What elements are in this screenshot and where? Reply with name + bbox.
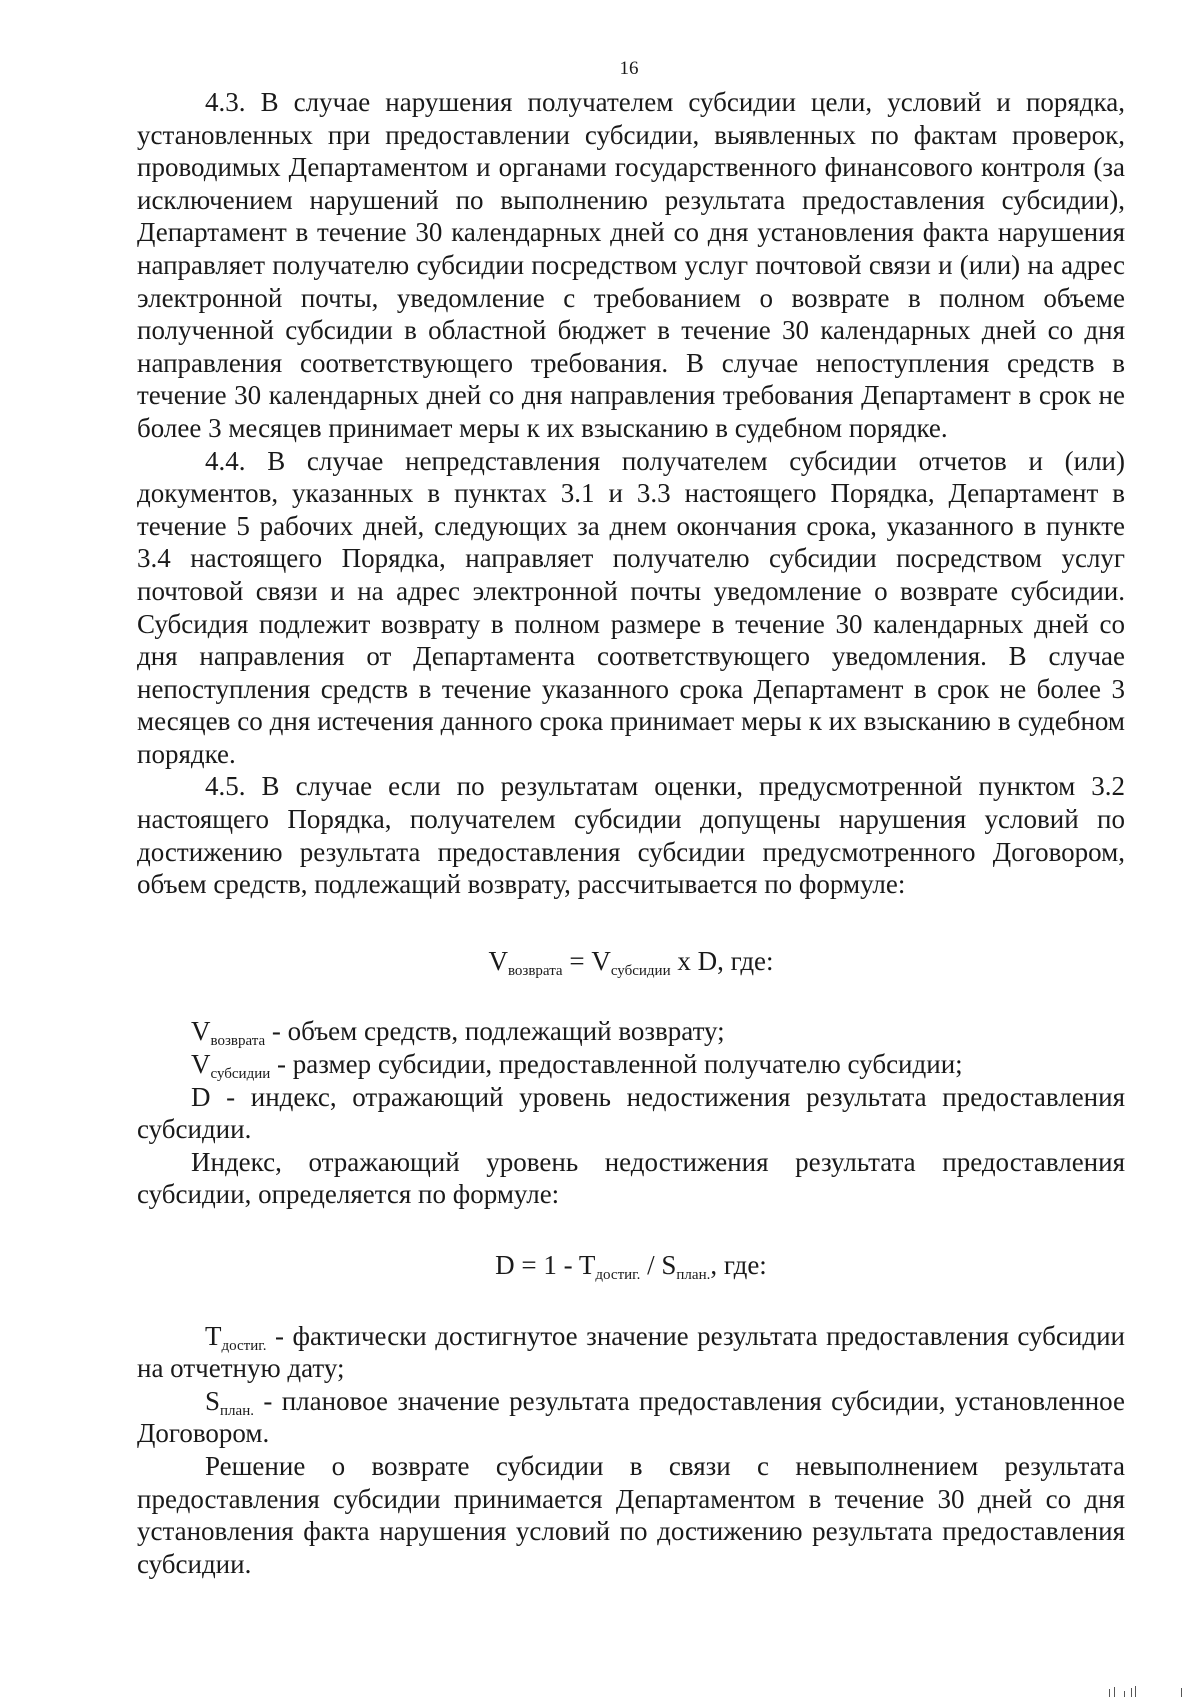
def-t-text: - фактически достигнутое значение результата предоставления субсидии на отчетную дату; — [137, 1320, 1125, 1384]
paragraph-4-3: 4.3. В случае нарушения получателем субсидии цели, условий и порядка, установленных при предоставлении субсидии, выявленных по фактам проверок, проводимых Департаментом и органами государственного финансового контроля (за исключением нарушений по выполнению результата предоставления субсидии), Департамент в течение 30 календарных дней со дня установления факта нарушения направляет получателю субсидии посредством услуг почтовой связи и (или) на адрес электронной почты, уведомление с требованием о возврате в полном объеме полученной субсидии в областной бюджет в течение 30 календарных дней со дня направления соответствующего требования. В случае непоступления средств в течение 30 календарных дней со дня направления требования Департамент в срок не более 3 месяцев принимает меры к их взысканию в судебном порядке. — [137, 87, 1125, 443]
return-formula — [137, 945, 1125, 978]
formula-v-return-sub: возврата — [507, 962, 563, 979]
def-v-letter-2: V — [191, 1049, 211, 1080]
formula-rest: x D, где: — [670, 945, 774, 976]
document-body — [137, 86, 1125, 1580]
definition-v-subsidy — [137, 1048, 1125, 1081]
index-formula — [137, 1249, 1125, 1282]
definition-d: D - индекс, отражающий уровень недостижения результата предоставления субсидии. — [137, 1081, 1125, 1145]
formula2-t-sub: достиг. — [595, 1267, 641, 1283]
index-intro: Индекс, отражающий уровень недостижения результата предоставления субсидии, определяется по формуле: — [137, 1146, 1125, 1210]
def-v-letter: V — [191, 1016, 211, 1047]
def-t-sub: достиг. — [221, 1337, 267, 1354]
definition-s — [137, 1385, 1125, 1450]
formula2-s-sub: план. — [676, 1267, 711, 1283]
formula2-start: D = 1 - T — [495, 1250, 596, 1280]
def-v-return-text: - объем средств, подлежащий возврату; — [265, 1016, 725, 1047]
scan-artifact-marks — [1105, 1685, 1200, 1697]
decision-paragraph: Решение о возврате субсидии в связи с невыполнением результата предоставления субсидии принимается Департаментом в течение 30 дней со дня установления факта нарушения условий по достижению результата предоставления субсидии. — [137, 1450, 1125, 1579]
formula-v-subsidy-sub: субсидии — [610, 962, 671, 979]
formula-equals: = — [562, 945, 592, 976]
def-s-sub: план. — [220, 1402, 254, 1419]
def-v-subsidy-text: - размер субсидии, предоставленной получателю субсидии; — [270, 1049, 963, 1080]
definition-v-return — [137, 1015, 1125, 1048]
def-t-letter: T — [205, 1320, 222, 1351]
def-s-letter: S — [205, 1385, 221, 1416]
def-s-text: - плановое значение результата предоставления субсидии, установленное Договором. — [137, 1385, 1125, 1449]
formula2-slash: / S — [640, 1250, 677, 1280]
paragraph-4-5: 4.5. В случае если по результатам оценки, предусмотренной пунктом 3.2 настоящего Порядка, получателем субсидии допущены нарушения условий по достижению результата предоставления субсидии предусмотренного Договором, объем средств, подлежащий возврату, рассчитывается по формуле: — [137, 771, 1125, 900]
formula-v-letter-2: V — [591, 945, 611, 976]
page-number: 16 — [619, 58, 639, 79]
definition-t — [137, 1320, 1125, 1385]
def-v-return-sub: возврата — [210, 1033, 266, 1050]
paragraph-4-4: 4.4. В случае непредставления получателем субсидии отчетов и (или) документов, указанных в пунктах 3.1 и 3.3 настоящего Порядка, Департамент в течение 5 рабочих дней, следующих за днем окончания срока, указанного в пункте 3.4 настоящего Порядка, направляет получателю субсидии посредством услуг почтовой связи и на адрес электронной почты уведомление о возврате субсидии. Субсидия подлежит возврату в полном размере в течение 30 календарных дней со дня направления от Департамента соответствующего уведомления. В случае непоступления средств в течение указанного срока Департамент в срок не более 3 месяцев со дня истечения данного срока принимает меры к их взысканию в судебном порядке. — [137, 445, 1125, 769]
def-v-subsidy-sub: субсидии — [210, 1066, 271, 1083]
formula-v-letter: V — [488, 945, 508, 976]
formula2-rest: , где: — [710, 1250, 767, 1280]
